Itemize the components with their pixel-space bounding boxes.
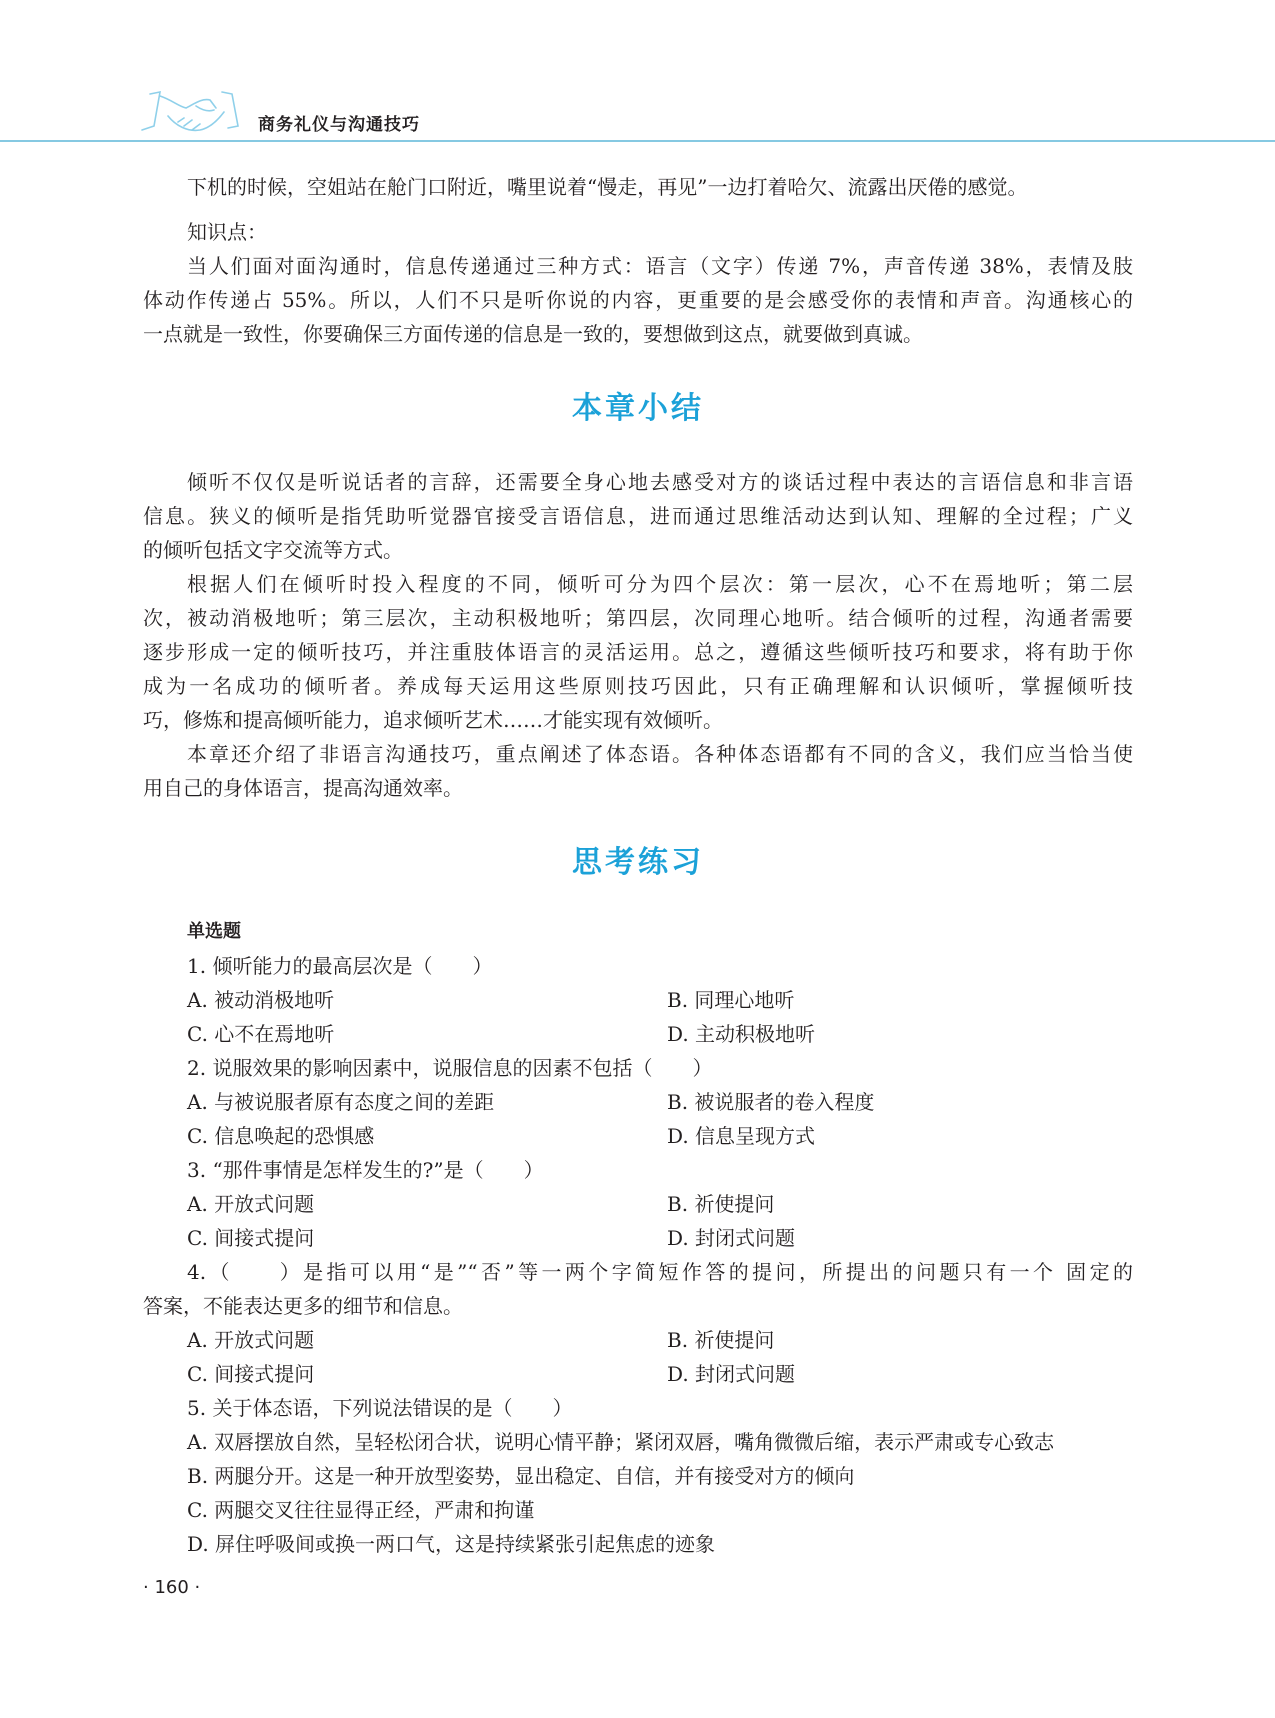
option-b: B. 祈使提问 xyxy=(667,1192,775,1216)
question-item xyxy=(143,1051,1133,1153)
question-list xyxy=(143,949,1133,1561)
option-row xyxy=(143,983,1133,1017)
question-item xyxy=(143,1153,1133,1255)
text-line: 5. 关于体态语，下列说法错误的是（ ） xyxy=(187,1396,573,1420)
question-item xyxy=(143,1255,1133,1391)
option-row xyxy=(143,1017,1133,1051)
option-row xyxy=(143,1119,1133,1153)
summary-paragraph xyxy=(143,567,1133,737)
option-d: D. 封闭式问题 xyxy=(667,1226,796,1250)
question-item xyxy=(143,949,1133,1051)
option-a: A. 开放式问题 xyxy=(187,1328,315,1352)
page-body xyxy=(143,170,1133,1561)
text-line: 用自己的身体语言，提高沟通效率。 xyxy=(143,776,463,800)
text-line: 本章还介绍了非语言沟通技巧，重点阐述了体态语。各种体态语都有不同的含义，我们应当恰当使 xyxy=(187,742,1133,766)
book-title: 商务礼仪与沟通技巧 xyxy=(258,115,420,135)
text-line: 巧，修炼和提高倾听能力，追求倾听艺术……才能实现有效倾听。 xyxy=(143,708,723,732)
section-title-summary: 本章小结 xyxy=(572,391,704,426)
text-line: 次，被动消极地听；第三层次，主动积极地听；第四层，次同理心地听。结合倾听的过程，沟通者需要 xyxy=(143,606,1133,630)
text-line: 的倾听包括文字交流等方式。 xyxy=(143,538,403,562)
running-header xyxy=(0,0,1275,142)
text-line: 3. “那件事情是怎样发生的?”是（ ） xyxy=(187,1158,544,1182)
text-line: 答案，不能表达更多的细节和信息。 xyxy=(143,1294,463,1318)
knowledge-label: 知识点： xyxy=(187,220,267,244)
option-c: C. 间接式提问 xyxy=(187,1226,315,1250)
option-row xyxy=(143,1221,1133,1255)
text-line: 成为一名成功的倾听者。养成每天运用这些原则技巧因此，只有正确理解和认识倾听，掌握倾听技 xyxy=(143,674,1133,698)
summary-paragraph xyxy=(143,465,1133,567)
case-paragraph xyxy=(143,170,1133,204)
option-row xyxy=(143,1323,1133,1357)
section-title-exercises: 思考练习 xyxy=(572,845,704,880)
summary-body xyxy=(143,465,1133,805)
option-row xyxy=(143,1085,1133,1119)
option-b: B. 祈使提问 xyxy=(667,1328,775,1352)
text-line: 体动作传递占 55%。所以，人们不只是听你说的内容，更重要的是会感受你的表情和声音。沟通核心的 xyxy=(143,288,1133,312)
option-row xyxy=(143,1357,1133,1391)
option-c: C. 两腿交叉往往显得正经，严肃和拘谨 xyxy=(187,1498,535,1522)
text-line: 当人们面对面沟通时，信息传递通过三种方式：语言（文字）传递 7%，声音传递 38%，表情及肢 xyxy=(187,254,1133,278)
option-c: C. 信息唤起的恐惧感 xyxy=(187,1124,375,1148)
option-d: D. 主动积极地听 xyxy=(667,1022,816,1046)
option-a: A. 与被说服者原有态度之间的差距 xyxy=(187,1090,495,1114)
summary-paragraph xyxy=(143,737,1133,805)
option-c: C. 心不在焉地听 xyxy=(187,1022,335,1046)
exercise-subtitle: 单选题 xyxy=(187,921,241,942)
page-number: · 160 · xyxy=(143,1577,201,1598)
option-a: A. 被动消极地听 xyxy=(187,988,335,1012)
option-a: A. 双唇摆放自然，呈轻松闭合状，说明心情平静；紧闭双唇，嘴角微微后缩，表示严肃或专心致志 xyxy=(187,1430,1055,1454)
text-line: 倾听不仅仅是听说话者的言辞，还需要全身心地去感受对方的谈话过程中表达的言语信息和非言语 xyxy=(187,470,1133,494)
text-line: 信息。狭义的倾听是指凭助听觉器官接受言语信息，进而通过思维活动达到认知、理解的全过程；广义 xyxy=(143,504,1133,528)
text-line: 逐步形成一定的倾听技巧，并注重肢体语言的灵活运用。总之，遵循这些倾听技巧和要求，将有助于你 xyxy=(143,640,1133,664)
text-line: 一点就是一致性，你要确保三方面传递的信息是一致的，要想做到这点，就要做到真诚。 xyxy=(143,322,923,346)
option-c: C. 间接式提问 xyxy=(187,1362,315,1386)
handshake-icon xyxy=(138,86,243,136)
text-line: 下机的时候，空姐站在舱门口附近，嘴里说着“慢走，再见”一边打着哈欠、流露出厌倦的感觉。 xyxy=(187,175,1028,199)
knowledge-paragraph xyxy=(143,249,1133,351)
text-line: 1. 倾听能力的最高层次是（ ） xyxy=(187,954,493,978)
option-b: B. 同理心地听 xyxy=(667,988,795,1012)
option-d: D. 信息呈现方式 xyxy=(667,1124,816,1148)
option-d: D. 封闭式问题 xyxy=(667,1362,796,1386)
text-line: 4.（ ）是指可以用“是”“否”等一两个字简短作答的提问，所提出的问题只有一个 固定的 xyxy=(187,1260,1133,1284)
option-b: B. 两腿分开。这是一种开放型姿势，显出稳定、自信，并有接受对方的倾向 xyxy=(187,1464,855,1488)
question-item xyxy=(143,1391,1133,1561)
option-row xyxy=(143,1187,1133,1221)
text-line: 根据人们在倾听时投入程度的不同，倾听可分为四个层次：第一层次，心不在焉地听；第二层 xyxy=(187,572,1133,596)
option-d: D. 屏住呼吸间或换一两口气，这是持续紧张引起焦虑的迹象 xyxy=(187,1532,716,1556)
text-line: 2. 说服效果的影响因素中，说服信息的因素不包括（ ） xyxy=(187,1056,713,1080)
option-a: A. 开放式问题 xyxy=(187,1192,315,1216)
option-b: B. 被说服者的卷入程度 xyxy=(667,1090,875,1114)
header-divider xyxy=(0,140,1275,142)
